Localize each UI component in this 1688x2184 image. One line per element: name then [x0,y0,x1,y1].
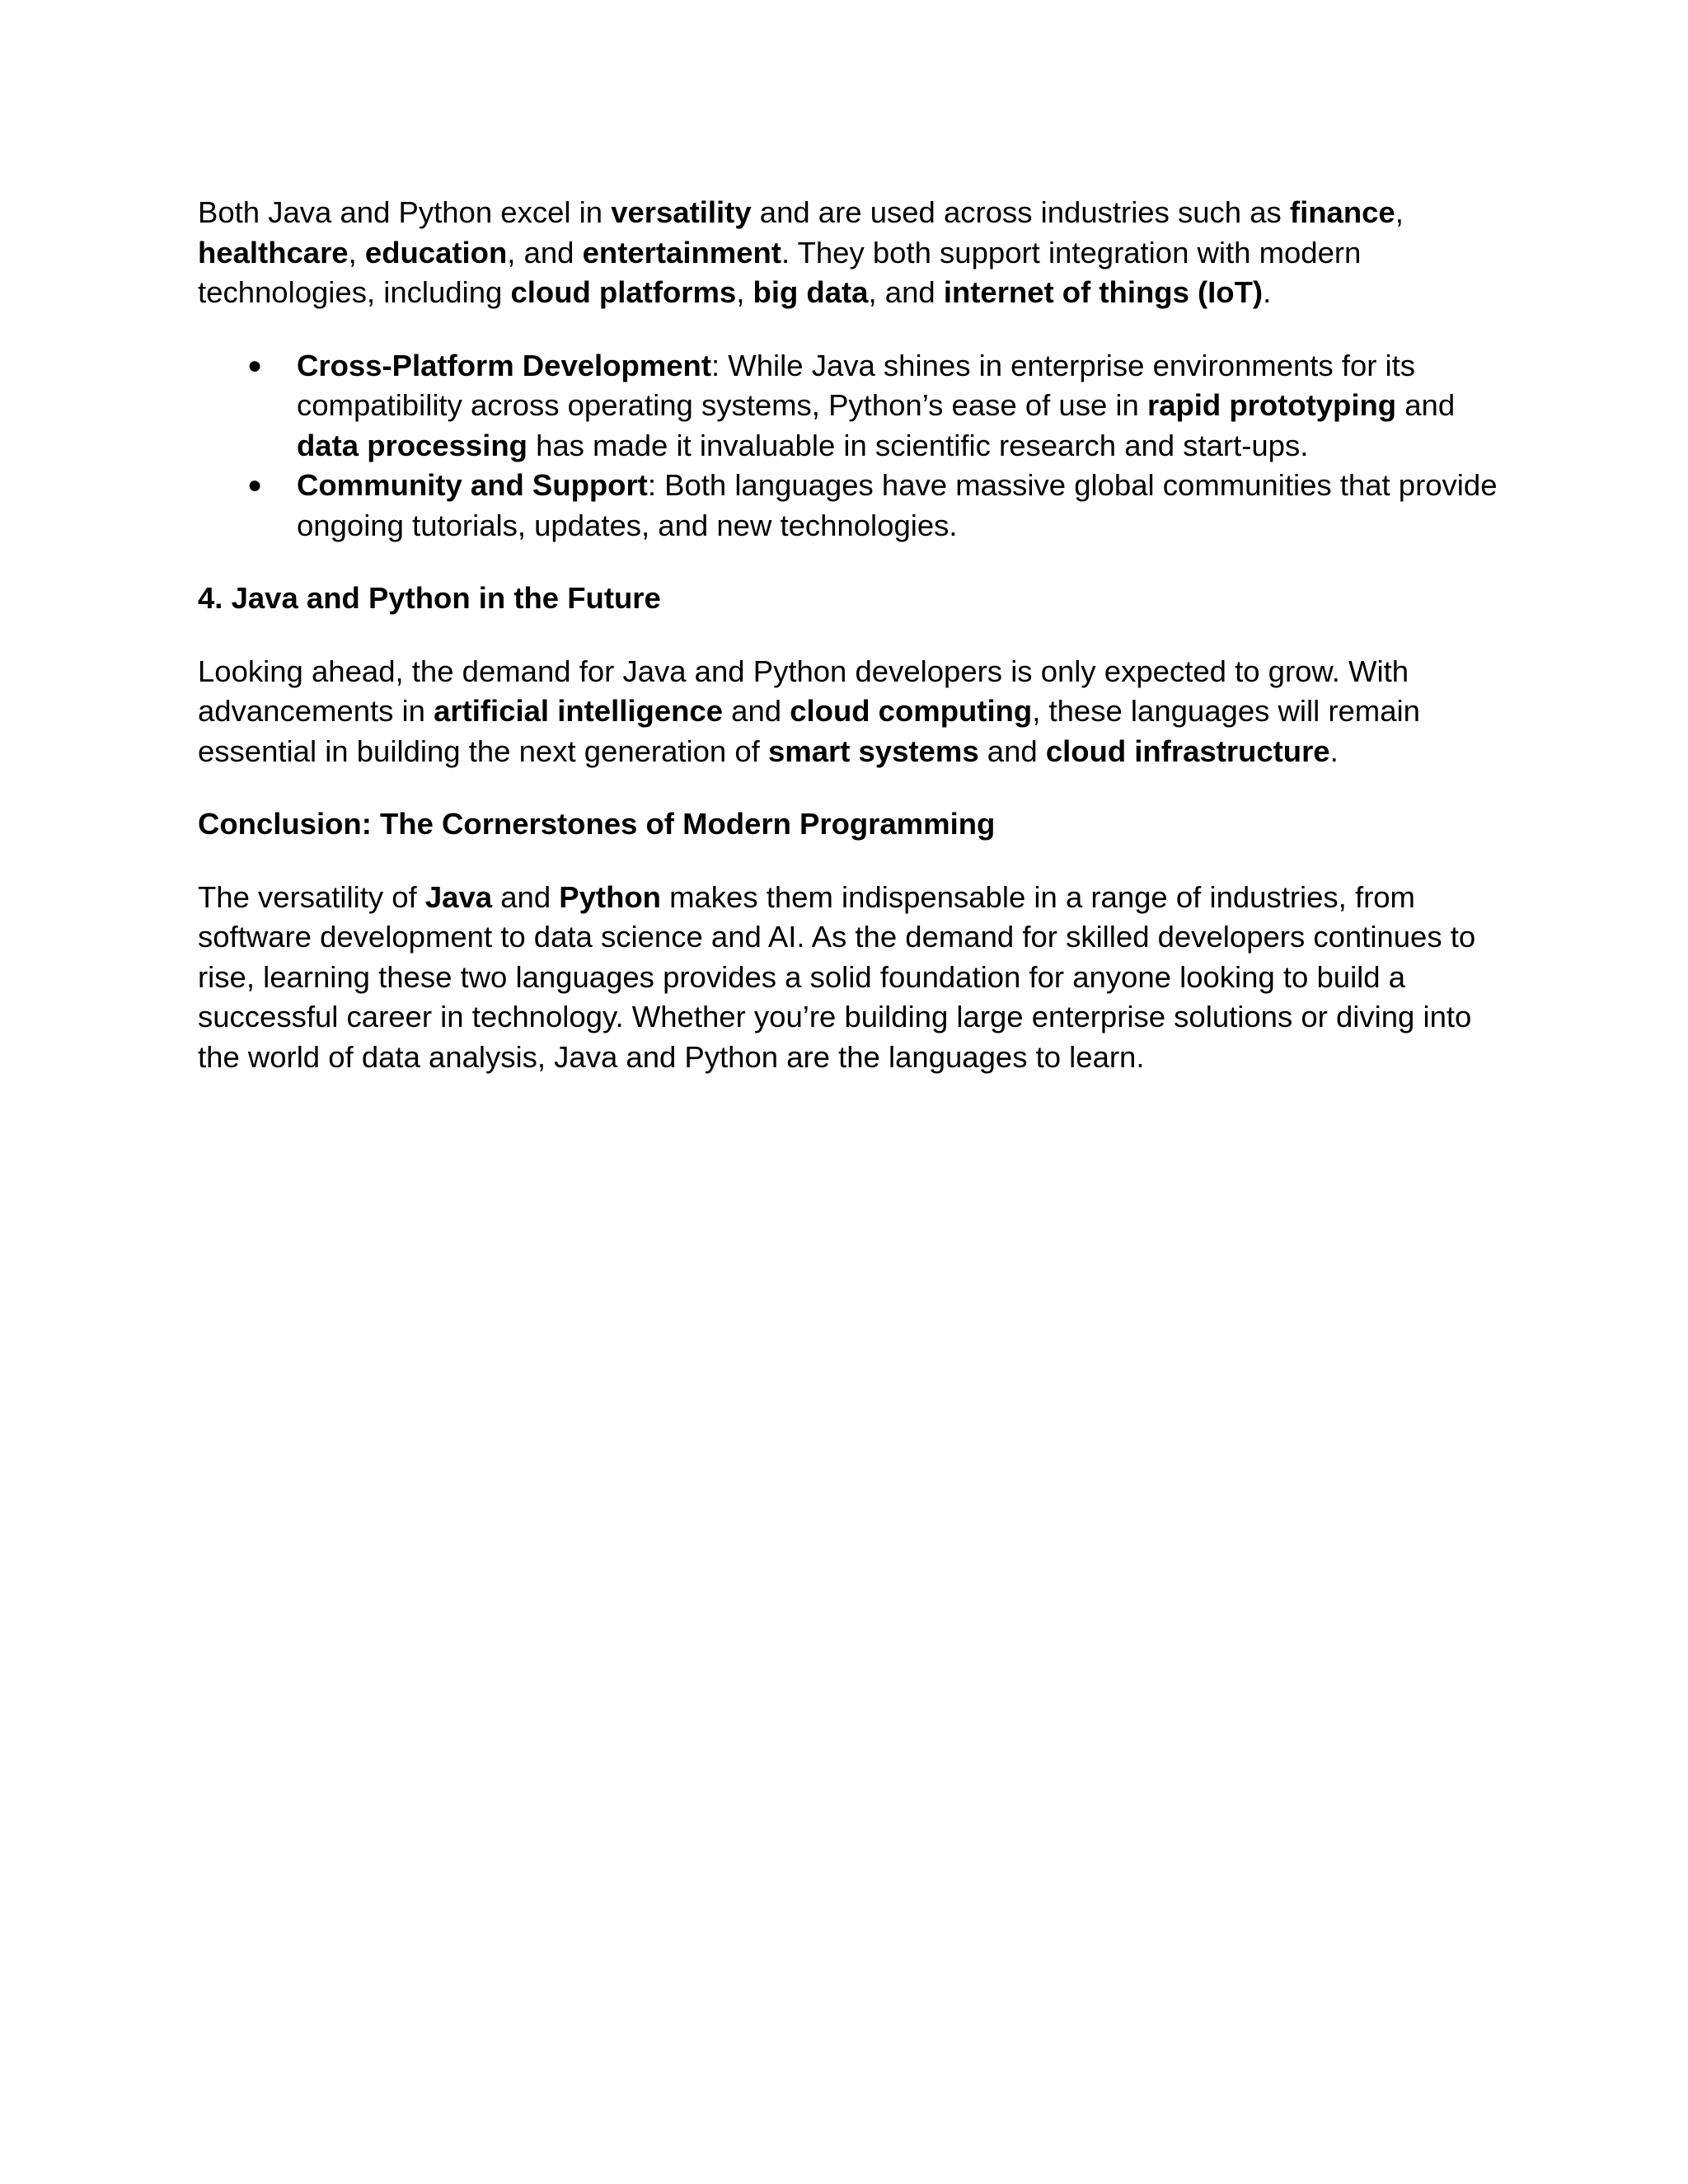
intro-bold-term: internet of things (IoT) [943,275,1264,309]
list-item-text: has made it invaluable in scientific research and start-ups. [527,428,1309,462]
list-item-text: : Both languages have massive global communities that provide ongoing tutorials, updates, and new technologies. [297,468,1498,542]
intro-text: . [1263,275,1272,309]
conclusion-text: makes them indispensable in a range of industries, from software development to data science and AI. As the demand for skilled developers continues to rise, learning these two languages provides a solid foundation for anyone looking to build a successful career in technology. Whether you’re building large enterprise solutions or diving into the world of data analysis, Java and Python are the languages to learn. [198,879,1476,1074]
conclusion-paragraph [198,878,1500,1078]
future-bold-term: artificial intelligence [434,694,724,728]
list-item-text: : While Java shines in enterprise environments for its compatibility across operating systems, Python’s ease of use in [297,348,1416,422]
conclusion-text: The versatility of [198,879,425,914]
future-text: Looking ahead, the demand for Java and Python developers is only expected to grow. With advancements in [198,654,1409,728]
intro-paragraph [198,193,1500,313]
intro-text: , [348,235,365,269]
intro-bold-term: entertainment [582,235,781,269]
conclusion-bold-term: Java [424,879,493,914]
list-item-bold-term: data processing [297,428,528,462]
bullet-icon: ● [247,471,263,499]
list-item-text: and [1396,388,1456,422]
future-text: and [978,733,1046,768]
section-heading-conclusion: Conclusion: The Cornerstones of Modern Programming [198,807,996,841]
intro-text: , and [868,275,944,309]
intro-bold-term: versatility [611,195,752,229]
future-text: and [723,694,790,728]
intro-bold-term: finance [1289,195,1395,229]
intro-text: , and [507,235,583,269]
future-bold-term: cloud computing [790,694,1033,728]
future-bold-term: smart systems [767,733,979,768]
document-page [198,193,1500,1077]
intro-bold-term: big data [753,275,869,309]
intro-bold-term: healthcare [198,235,349,269]
future-bold-term: cloud infrastructure [1045,733,1330,768]
intro-text: . They both support integration with modern technologies, including [198,235,1362,309]
future-text: . [1329,733,1339,768]
bullet-icon: ● [247,351,263,379]
conclusion-text: and [492,879,560,914]
list-item [198,346,1500,466]
future-text: , these languages will remain essential in building the next generation of [198,694,1420,768]
intro-bold-term: education [364,235,508,269]
list-item-bold-term: rapid prototyping [1146,388,1397,422]
intro-text: and are used across industries such as [751,195,1290,229]
intro-text: , [736,275,753,309]
intro-bold-term: cloud platforms [510,275,737,309]
future-paragraph [198,652,1500,772]
list-item [198,466,1500,546]
section-heading-future: 4. Java and Python in the Future [198,581,661,615]
intro-text: Both Java and Python excel in [198,195,612,229]
list-item-bold-term: Cross-Platform Development [297,348,711,382]
bullet-list [198,346,1500,546]
conclusion-bold-term: Python [559,879,661,914]
list-item-bold-term: Community and Support [297,468,648,502]
intro-text: , [1395,195,1404,229]
